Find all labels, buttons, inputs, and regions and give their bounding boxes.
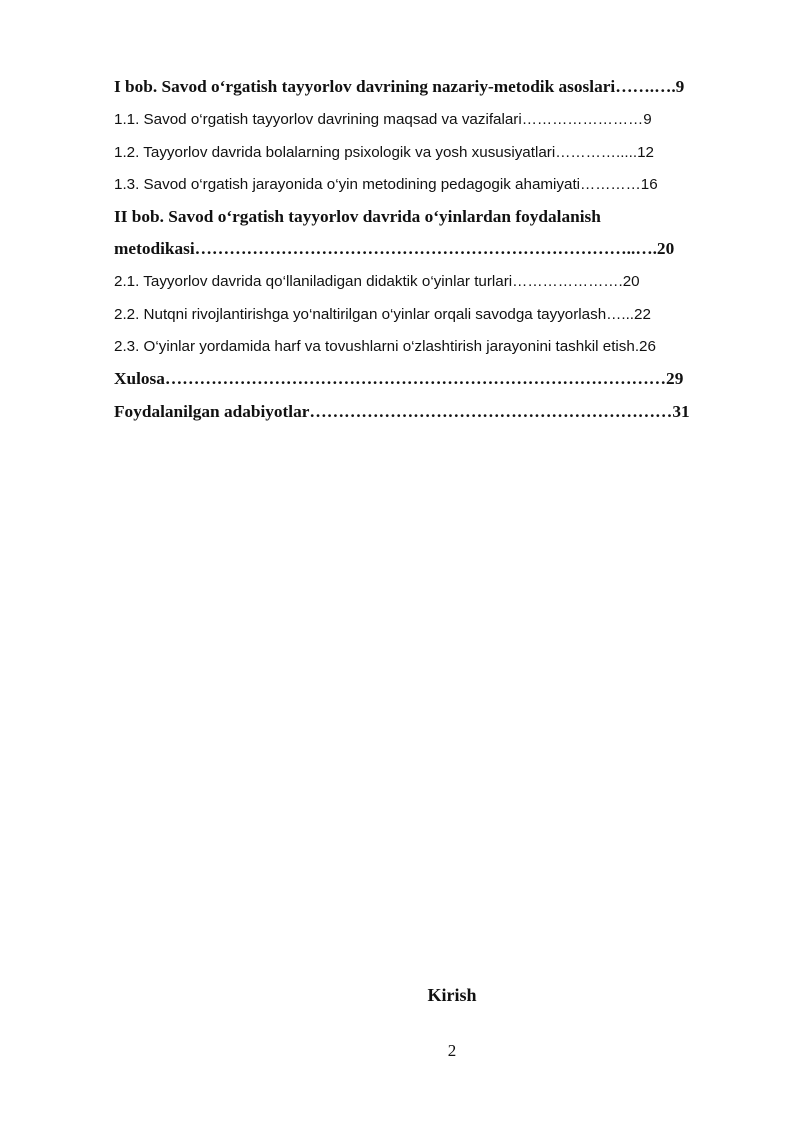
toc-chapter-2-line-1: II bob. Savod o‘rgatish tayyorlov davrida o‘yinlardan foydalanish: [114, 207, 601, 226]
toc-item-2-1: 2.1. Tayyorlov davrida qo‘llaniladigan didaktik o‘yinlar turlari………………….20: [114, 273, 640, 290]
toc-item-2-2: 2.2. Nutqni rivojlantirishga yo‘naltirilgan o‘yinlar orqali savodga tayyorlash…...22: [114, 306, 651, 323]
toc-chapter-1: I bob. Savod o‘rgatish tayyorlov davrining nazariy-metodik asoslari…….….9: [114, 77, 685, 96]
toc-item-1-3: 1.3. Savod o‘rgatish jarayonida o‘yin metodining pedagogik ahamiyati…………16: [114, 176, 658, 193]
toc-item-1-1: 1.1. Savod o‘rgatish tayyorlov davrining maqsad va vazifalari……………………9: [114, 111, 652, 128]
page-number: 2: [447, 1041, 457, 1060]
toc-chapter-2-line-2: metodikasi…………………………………………………………………..….20: [114, 239, 675, 258]
toc-item-1-2: 1.2. Tayyorlov davrida bolalarning psixologik va yosh xususiyatlari………….....12: [114, 144, 654, 161]
toc-item-2-3: 2.3. O‘yinlar yordamida harf va tovushlarni o‘zlashtirish jarayonini tashkil etish.26: [114, 338, 656, 355]
section-heading: Kirish: [427, 985, 477, 1005]
toc-references: Foydalanilgan adabiyotlar………………………………………………………31: [114, 402, 690, 421]
toc-conclusion: Xulosa……………………………………………………………………………29: [114, 369, 684, 388]
